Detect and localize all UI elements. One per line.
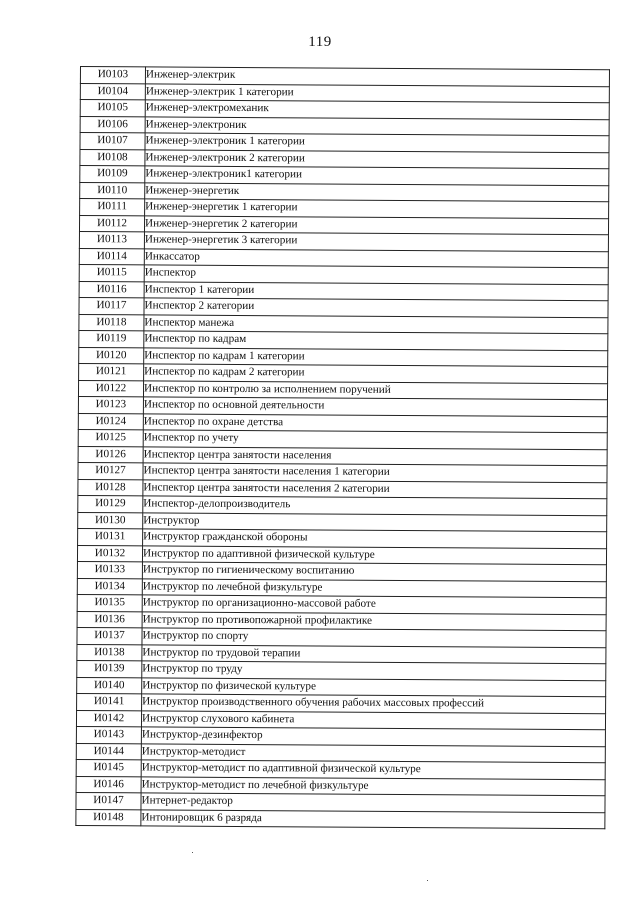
table-body (76, 67, 610, 829)
occupation-code: И0130 (78, 512, 143, 529)
occupation-name: Инспектор по кадрам 2 категории (144, 364, 608, 383)
occupation-code: И0138 (77, 644, 142, 661)
scan-speck (427, 880, 428, 881)
occupation-name: Инструктор по гигиеническому воспитанию (142, 562, 606, 581)
occupation-code: И0128 (78, 479, 143, 496)
occupation-code: И0140 (77, 677, 142, 694)
occupation-name: Инженер-электроник 1 категории (145, 133, 609, 152)
occupation-code: И0144 (76, 743, 141, 760)
occupation-name: Инженер-энергетик 2 категории (144, 215, 608, 234)
occupation-name: Инспектор (144, 265, 608, 284)
occupation-name: Инструктор по организационно-массовой работе (142, 595, 606, 614)
occupation-name: Инспектор манежа (144, 314, 608, 333)
occupation-name: Инструктор-дезинфектор (141, 727, 605, 746)
occupation-code: И0114 (79, 248, 144, 265)
occupation-name: Инструктор гражданской обороны (143, 529, 607, 548)
occupation-code: И0131 (78, 528, 143, 545)
occupation-name: Инспектор 1 категории (144, 281, 608, 300)
occupation-name: Инженер-электроник (145, 116, 609, 135)
occupation-name: Инструктор слухового кабинета (141, 710, 605, 729)
occupation-code: И0103 (80, 67, 145, 84)
occupation-name: Инструктор по лечебной физкультуре (142, 578, 606, 597)
occupation-code: И0143 (76, 726, 141, 743)
occupation-code: И0113 (79, 231, 144, 248)
occupation-code: И0108 (80, 149, 145, 166)
occupation-code: И0141 (77, 693, 142, 710)
occupation-name: Инспектор по учету (143, 430, 607, 449)
scan-speck (192, 852, 193, 853)
occupation-name: Инструктор производственного обучения рабочих массовых профессий (142, 694, 606, 713)
occupation-name: Инспектор центра занятости населения 1 категории (143, 463, 607, 482)
occupation-code: И0139 (77, 660, 142, 677)
occupation-code: И0124 (78, 413, 143, 430)
occupation-name: Инженер-энергетик (145, 182, 609, 201)
occupation-code: И0126 (78, 446, 143, 463)
occupation-name: Инспектор по контролю за исполнением поручений (143, 380, 607, 399)
occupation-code: И0121 (79, 363, 144, 380)
occupation-code: И0127 (78, 462, 143, 479)
occupation-name: Инженер-электрик (145, 67, 609, 86)
occupation-name: Инструктор по адаптивной физической культуре (142, 545, 606, 564)
occupation-code: И0147 (76, 792, 141, 809)
occupation-code: И0119 (79, 330, 144, 347)
occupation-code: И0118 (79, 314, 144, 331)
occupation-table-wrapper (75, 66, 610, 829)
occupation-code: И0123 (78, 396, 143, 413)
occupation-code: И0110 (80, 182, 145, 199)
occupation-code: И0134 (77, 578, 142, 595)
page-number: 119 (308, 34, 332, 50)
occupation-code: И0116 (79, 281, 144, 298)
occupation-name: Инспектор центра занятости населения 2 категории (143, 479, 607, 498)
occupation-code: И0104 (80, 83, 145, 100)
occupation-name: Инспектор по основной деятельности (143, 397, 607, 416)
occupation-code: И0115 (79, 264, 144, 281)
occupation-name: Инструктор-методист (141, 743, 605, 762)
table-row (76, 809, 605, 829)
occupation-name: Инструктор (143, 512, 607, 531)
occupation-name: Инспектор по охране детства (143, 413, 607, 432)
occupation-name: Инструктор-методист по лечебной физкультуре (141, 776, 605, 795)
occupation-name: Инструктор по противопожарной профилактике (142, 611, 606, 630)
occupation-name: Инспектор 2 категории (144, 298, 608, 317)
occupation-code: И0137 (77, 627, 142, 644)
occupation-code: И0142 (76, 710, 141, 727)
occupation-name: Инструктор по трудовой терапии (142, 644, 606, 663)
occupation-name: Инструктор по труду (142, 661, 606, 680)
occupation-code: И0135 (77, 594, 142, 611)
occupation-code: И0133 (77, 561, 142, 578)
occupation-name: Интернет-редактор (141, 793, 605, 812)
occupation-code: И0148 (76, 809, 141, 826)
occupation-code: И0107 (80, 133, 145, 150)
occupation-code: И0125 (78, 429, 143, 446)
occupation-name: Инструктор по спорту (142, 628, 606, 647)
occupation-code: И0146 (76, 776, 141, 793)
occupation-code: И0145 (76, 759, 141, 776)
occupation-name: Инспектор по кадрам 1 категории (144, 347, 608, 366)
occupation-name: Интонировщик 6 разряда (141, 809, 605, 828)
occupation-code-table (75, 66, 610, 829)
occupation-name: Инкассатор (144, 248, 608, 267)
occupation-code: И0117 (79, 297, 144, 314)
occupation-code: И0105 (80, 100, 145, 117)
occupation-code: И0129 (78, 495, 143, 512)
occupation-name: Инженер-энергетик 1 категории (145, 199, 609, 218)
occupation-code: И0136 (77, 611, 142, 628)
occupation-name: Инструктор-методист по адаптивной физической культуре (141, 760, 605, 779)
occupation-name: Инструктор по физической культуре (142, 677, 606, 696)
occupation-code: И0109 (80, 166, 145, 183)
occupation-code: И0112 (79, 215, 144, 232)
occupation-name: Инспектор по кадрам (144, 331, 608, 350)
occupation-name: Инженер-электроник1 категории (145, 166, 609, 185)
occupation-code: И0111 (80, 199, 145, 216)
occupation-name: Инженер-электроник 2 категории (145, 149, 609, 168)
occupation-name: Инспектор-делопроизводитель (143, 496, 607, 515)
occupation-name: Инженер-энергетик 3 категории (144, 232, 608, 251)
occupation-name: Инженер-электрик 1 категории (145, 83, 609, 102)
occupation-code: И0106 (80, 116, 145, 133)
occupation-code: И0122 (78, 380, 143, 397)
occupation-code: И0120 (79, 347, 144, 364)
occupation-code: И0132 (77, 545, 142, 562)
occupation-name: Инспектор центра занятости населения (143, 446, 607, 465)
occupation-name: Инженер-электромеханик (145, 100, 609, 119)
